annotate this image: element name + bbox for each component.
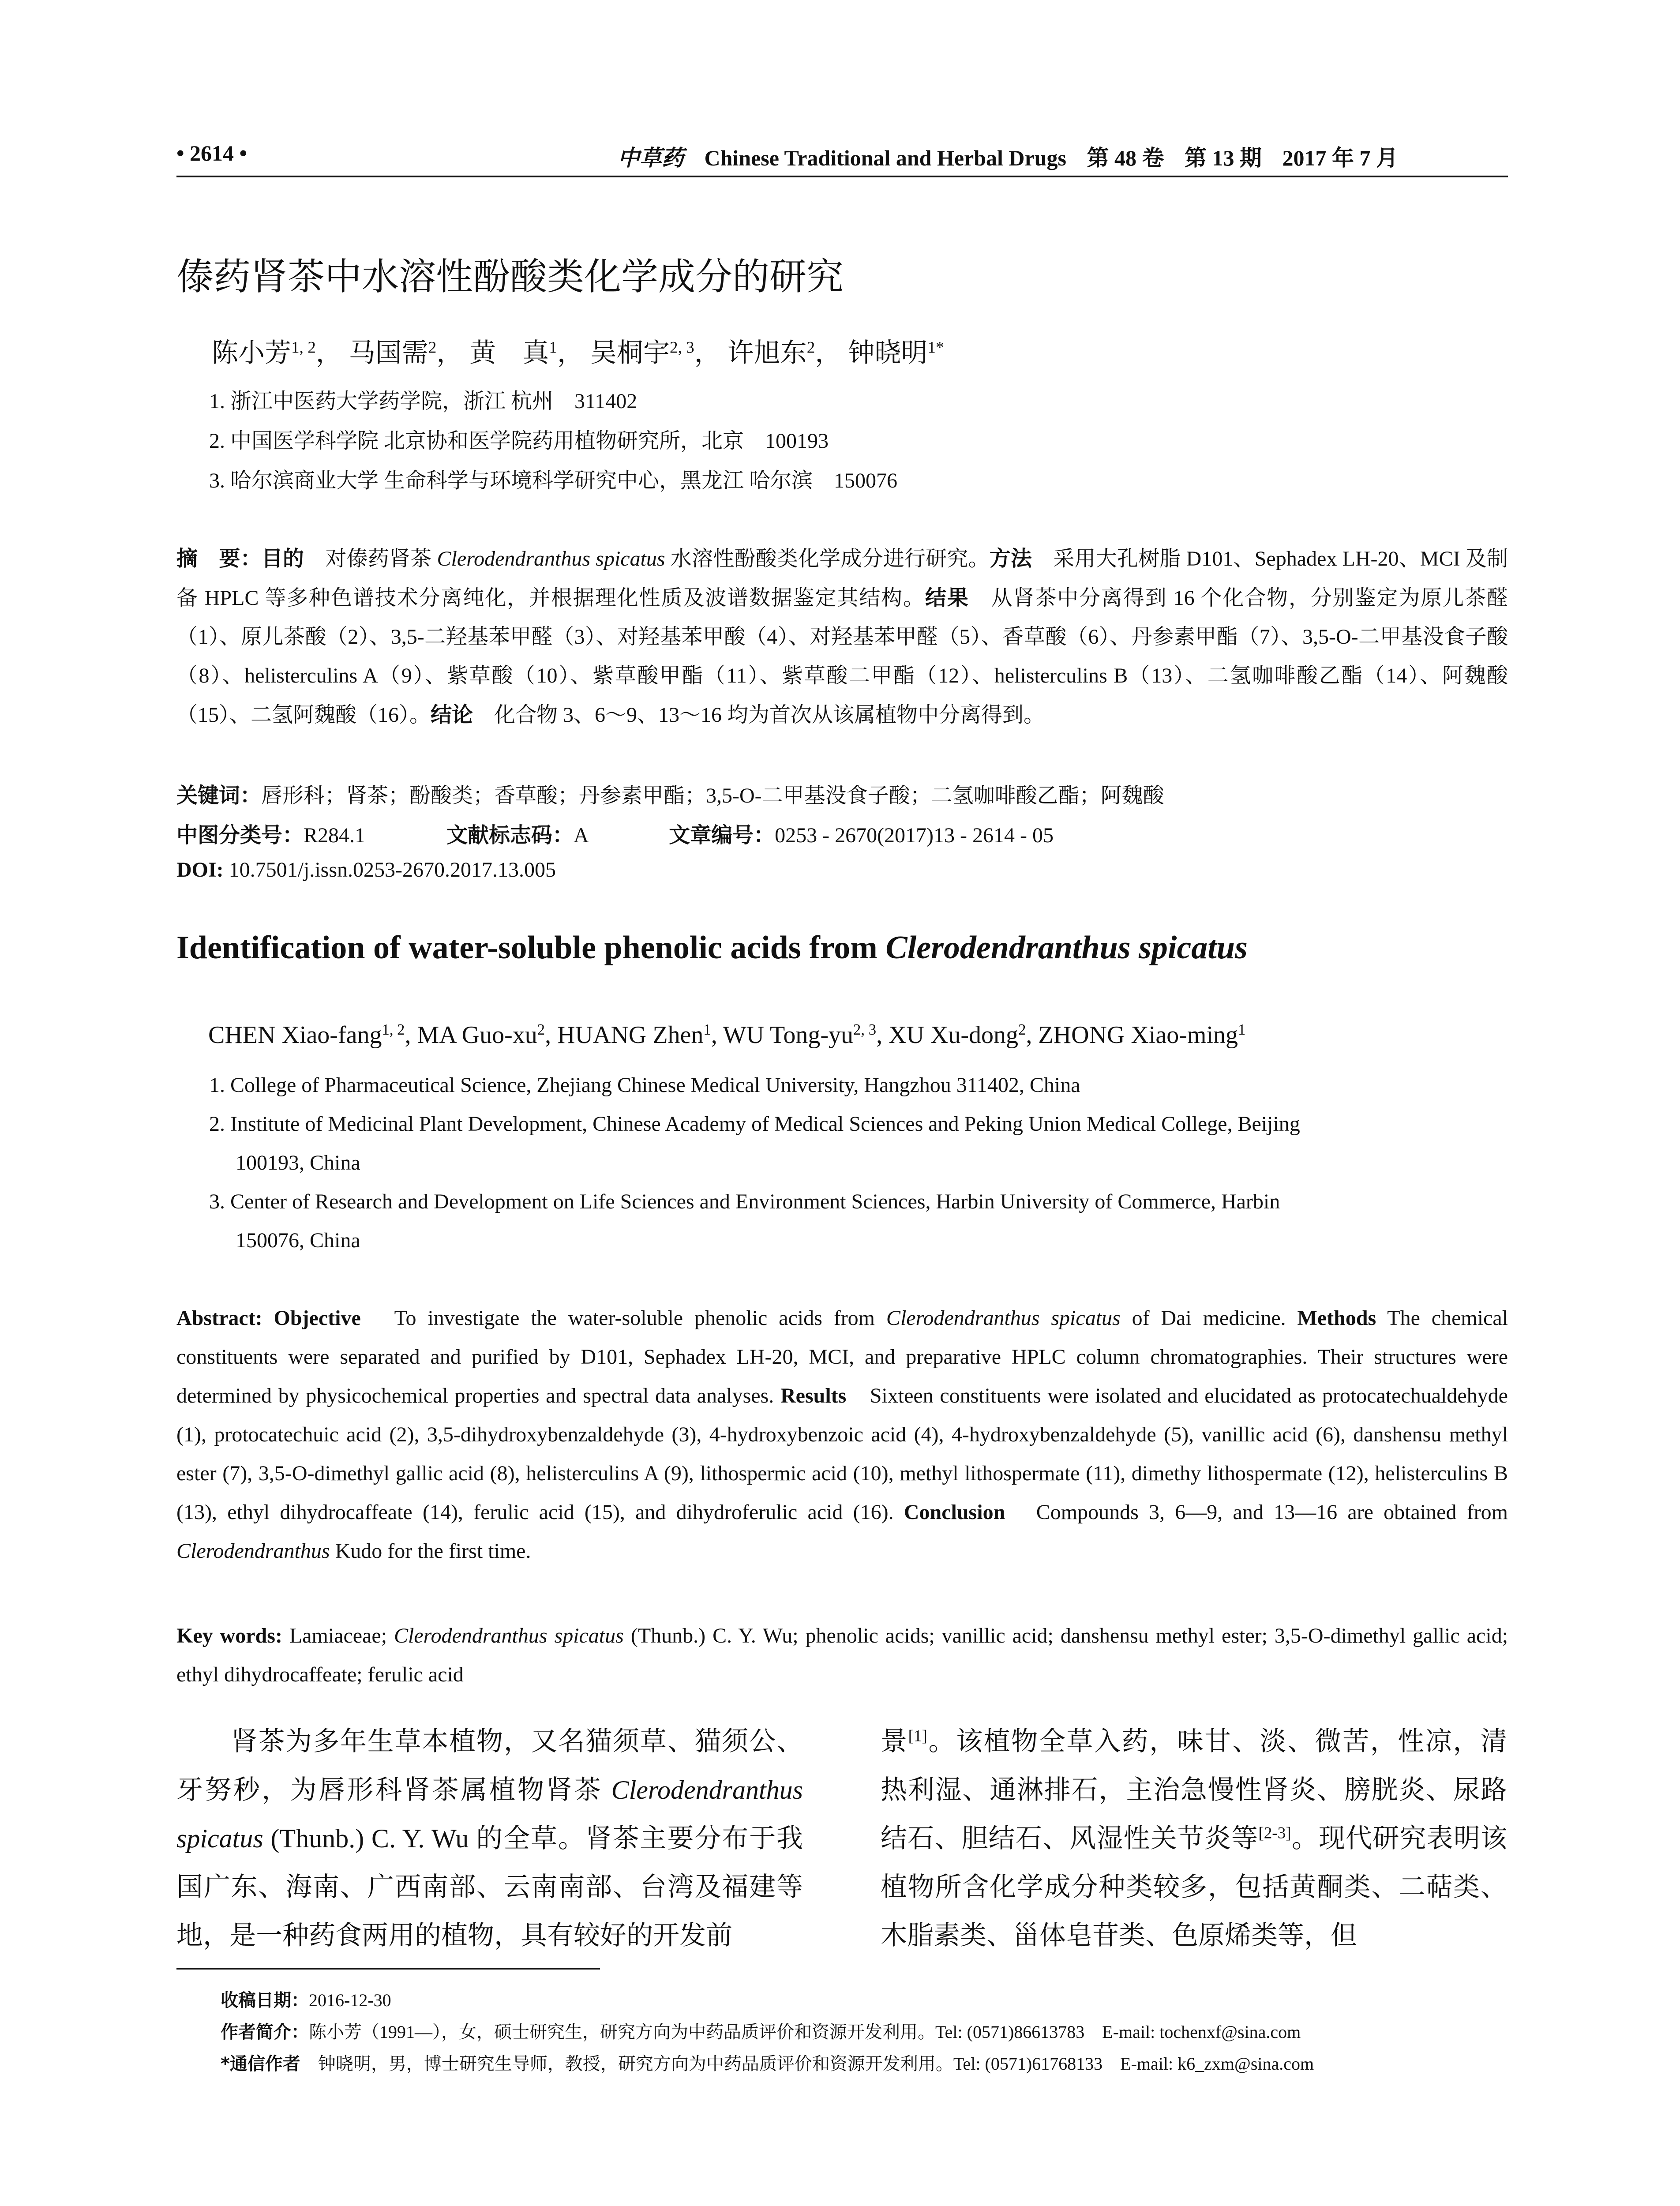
title-cn: 傣药肾茶中水溶性酚酸类化学成分的研究 xyxy=(176,255,844,298)
authors-en: CHEN Xiao-fang$^{1, 2}$, MA Guo-$xu^2$, HUANG Zhen$^1$, WU Tong-yu$^{2, 3}$, XU Xu-dong$^2$, ZHONG Xiao-ming$^1$ xyxy=(208,1020,1246,1049)
body-column-right: 景[1]。该植物全草入药，味甘、淡、微苦，性凉，清热利湿、通淋排石，主治急慢性肾炎、膀胱炎、尿路结石、胆结石、风湿性关节炎等[2-3]。现代研究表明该植物所含化学成分种类较多，包括黄酮类、二萜类、木脂素类、甾体皂苷类、色原烯类等，但 xyxy=(881,1727,1508,1950)
journal-name-en: Chinese Traditional and Herbal Drugs xyxy=(704,146,1066,170)
classification-line: 中图分类号：R284.1 文献标志码：A 文章编号：0253 - 2670(2017)13 - 2614 - 05 xyxy=(176,823,1054,848)
affiliation-en: 2. Institute of Medicinal Plant Development, Chinese Academy of Medical Sciences and Peking Union Medical College, Beijing xyxy=(209,1112,1300,1136)
author-cn: 钟晓明$^{1*}$ xyxy=(848,338,944,368)
abstract-cn: 摘 要：目的 对傣药肾茶 Clerodendranthus spicatus 水溶性酚酸类化学成分进行研究。方法 采用大孔树脂 D101、Sephadex LH-20、MCI 及制备 HPLC 等多种色谱技术分离纯化，并根据理化性质及波谱数据鉴定其结构。结果 从肾茶中分离得到 16 个化合物，分别鉴定为原儿茶醛（1）、原儿茶酸（2）、3,5-二羟基苯甲醛（3）、对羟基苯甲酸（4）、对羟基苯甲醛（5）、香草酸（6）、丹参素甲酯（7）、3,5-O-二甲基没食子酸（8）、helisterculins A（9）、紫草酸（10）、紫草酸甲酯（11）、紫草酸二甲酯（12）、helisterculins B（13）、二氢咖啡酸乙酯（14）、阿魏酸（15）、二氢阿魏酸（16）。结论 化合物 3、6～9、13～16 均为首次从该属植物中分离得到。 xyxy=(176,546,1508,727)
page-number: • 2614 • xyxy=(176,141,248,165)
journal-volume: 第 48 卷 xyxy=(1087,146,1164,170)
journal-info xyxy=(618,140,1413,172)
footnote-received: 收稿日期：2016-12-30 xyxy=(221,1990,391,2011)
footnote-corresponding: *通信作者 钟晓明，男，博士研究生导师，教授，研究方向为中药品质评价和资源开发利用。Tel: (0571)61768133 E-mail: k6_zxm@sina.com xyxy=(221,2054,1314,2074)
running-header xyxy=(176,140,1508,172)
affiliation-cn: 1. 浙江中医药大学药学院，浙江 杭州 311402 xyxy=(209,390,638,413)
author-cn: 许旭东$^2$， xyxy=(727,338,842,368)
keywords-cn: 关键词：唇形科；肾茶；酚酸类；香草酸；丹参素甲酯；3,5-O-二甲基没食子酸；二氢咖啡酸乙酯；阿魏酸 xyxy=(176,783,1164,808)
journal-date: 2017 年 7 月 xyxy=(1282,146,1398,170)
journal-name-cn: 中草药 xyxy=(618,145,684,171)
citation: [2-3] xyxy=(1258,1824,1291,1842)
doi: DOI: 10.7501/j.issn.0253-2670.2017.13.005 xyxy=(176,858,556,882)
affiliation-en-cont: 150076, China xyxy=(236,1229,360,1252)
author-cn: 吴桐宇$^{2, 3}$， xyxy=(590,338,721,368)
footnote-rule xyxy=(176,1968,600,1970)
affiliation-en: 3. Center of Research and Development on Life Sciences and Environment Sciences, Harbin University of Commerce, Harbin xyxy=(209,1190,1280,1213)
affiliation-cn: 3. 哈尔滨商业大学 生命科学与环境科学研究中心，黑龙江 哈尔滨 150076 xyxy=(209,469,898,492)
author-cn: 陈小芳$^{1, 2}$， xyxy=(212,338,342,368)
keywords-en: Key words: Lamiaceae; Clerodendranthus spicatus (Thunb.) C. Y. Wu; phenolic acids; vanillic acid; danshensu methyl ester; 3,5-O-dimethyl gallic acid; ethyl dihydrocaffeate; ferulic acid xyxy=(176,1624,1508,1686)
journal-issue: 第 13 期 xyxy=(1184,146,1262,170)
author-cn: 马国需$^2$， xyxy=(349,338,463,368)
body-column-left: 肾茶为多年生草本植物，又名猫须草、猫须公、牙努秒，为唇形科肾茶属植物肾茶 Clerodendranthus spicatus (Thunb.) C. Y. Wu 的全草。肾茶主要分布于我国广东、海南、广西南部、云南南部、台湾及福建等地，是一种药食两用的植物，具有较好的开发前 xyxy=(176,1727,803,1950)
affiliation-en: 1. College of Pharmaceutical Science, Zhejiang Chinese Medical University, Hangzhou 311402, China xyxy=(209,1073,1080,1097)
abstract-en: Abstract: Objective To investigate the water-soluble phenolic acids from Clerodendranthus spicatus of Dai medicine. Methods The chemical constituents were separated and purified by D101, Sephadex LH-20, MCI, and preparative HPLC column chromatographies. Their structures were determined by physicochemical properties and spectral data analyses. Results Sixteen constituents were isolated and elucidated as protocatechualdehyde (1), protocatechuic acid (2), 3,5-dihydroxybenzaldehyde (3), 4-hydroxybenzoic acid (4), 4-hydroxybenzaldehyde (5), vanillic acid (6), danshensu methyl ester (7), 3,5-O-dimethyl gallic acid (8), helisterculins A (9), lithospermic acid (10), methyl lithospermate (11), dimethy lithospermate (12), helisterculins B (13), ethyl dihydrocaffeate (14), ferulic acid (15), and dihydroferulic acid (16). Conclusion Compounds 3, 6—9, and 13—16 are obtained from Clerodendranthus Kudo for the first time. xyxy=(176,1306,1508,1563)
header-rule xyxy=(176,176,1508,177)
citation: [1] xyxy=(908,1727,927,1745)
footnote-author: 作者简介：陈小芳（1991—），女，硕士研究生，研究方向为中药品质评价和资源开发利用。Tel: (0571)86613783 E-mail: tochenxf@sina.com xyxy=(221,2022,1301,2042)
title-en: Identification of water-soluble phenolic acids from Clerodendranthus spicatus xyxy=(176,930,1248,966)
affiliation-cn: 2. 中国医学科学院 北京协和医学院药用植物研究所，北京 100193 xyxy=(209,429,829,453)
author-cn: 黄 真$^1$， xyxy=(469,338,584,368)
affiliation-en-cont: 100193, China xyxy=(236,1151,360,1174)
authors-cn xyxy=(212,332,944,370)
